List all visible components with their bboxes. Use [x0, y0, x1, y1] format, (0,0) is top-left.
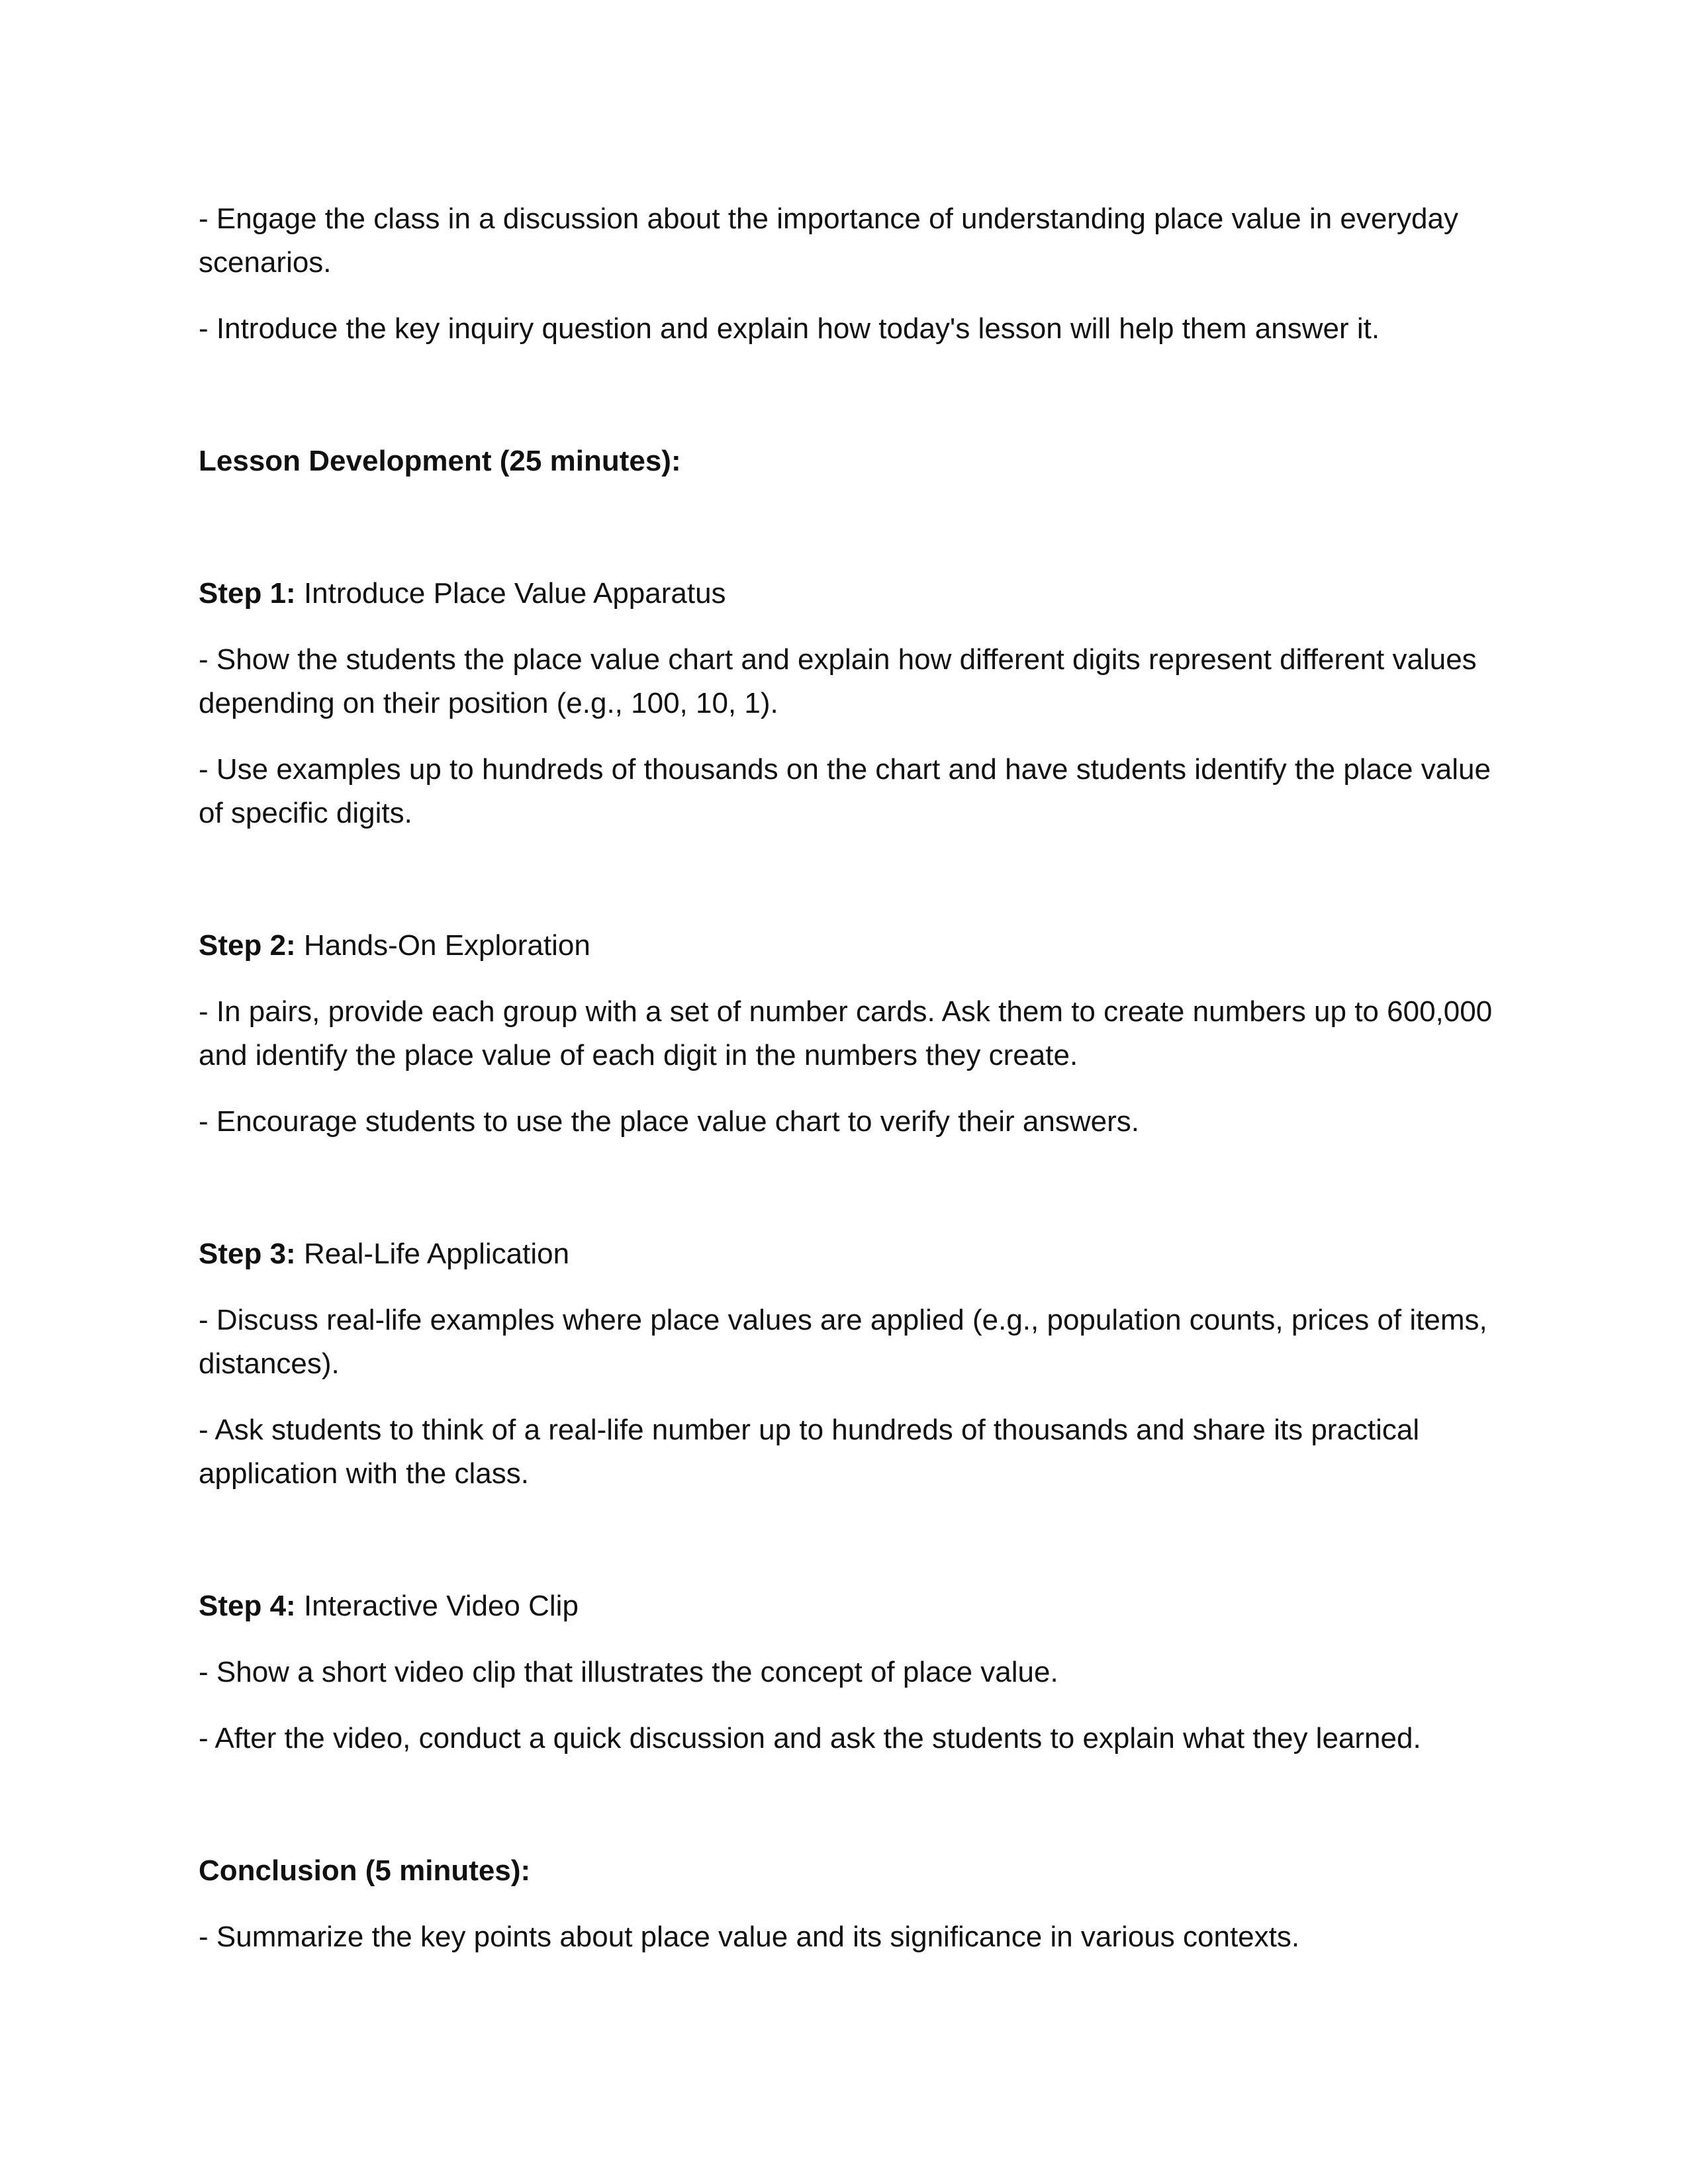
- step-label: Step 3:: [199, 1238, 296, 1270]
- step-2-bullet: - In pairs, provide each group with a set of number cards. Ask them to create numbers up to 600,000 and identify the place value of each digit in the numbers they create.: [199, 995, 1493, 1071]
- conclusion-heading: Conclusion (5 minutes):: [199, 1854, 531, 1887]
- spacer: [199, 506, 1496, 572]
- lesson-development-heading: Lesson Development (25 minutes):: [199, 445, 681, 477]
- step-title: Introduce Place Value Apparatus: [303, 577, 726, 610]
- step-1-bullet: - Use examples up to hundreds of thousands on the chart and have students identify the place value of specific digits.: [199, 753, 1491, 829]
- step-4-bullet: - Show a short video clip that illustrates the concept of place value.: [199, 1656, 1058, 1688]
- step-4-bullet: - After the video, conduct a quick discussion and ask the students to explain what they learned.: [199, 1722, 1421, 1754]
- step-2-title: [199, 924, 1496, 968]
- step-3-bullet: - Ask students to think of a real-life number up to hundreds of thousands and share its practical application with the class.: [199, 1414, 1420, 1490]
- step-1-bullet: - Show the students the place value chart and explain how different digits represent different values depending on their position (e.g., 100, 10, 1).: [199, 643, 1477, 719]
- spacer: [199, 1783, 1496, 1849]
- spacer: [199, 1166, 1496, 1232]
- conclusion-bullet: - Summarize the key points about place value and its significance in various contexts.: [199, 1921, 1300, 1953]
- step-2-bullet: - Encourage students to use the place value chart to verify their answers.: [199, 1105, 1139, 1138]
- spacer: [199, 373, 1496, 439]
- document-body: [199, 197, 1496, 1981]
- step-label: Step 4:: [199, 1590, 296, 1622]
- step-title: Hands-On Exploration: [303, 929, 590, 962]
- step-label: Step 2:: [199, 929, 296, 962]
- spacer: [199, 1518, 1496, 1584]
- intro-bullet: - Introduce the key inquiry question and explain how today's lesson will help them answer it.: [199, 312, 1380, 345]
- step-title: Real-Life Application: [303, 1238, 570, 1270]
- step-3-title: [199, 1232, 1496, 1276]
- step-title: Interactive Video Clip: [303, 1590, 579, 1622]
- intro-bullet: - Engage the class in a discussion about the importance of understanding place value in everyday scenarios.: [199, 203, 1458, 279]
- step-label: Step 1:: [199, 577, 296, 610]
- step-3-bullet: - Discuss real-life examples where place values are applied (e.g., population counts, prices of items, distances).: [199, 1304, 1487, 1380]
- step-4-title: [199, 1584, 1496, 1628]
- step-1-title: [199, 572, 1496, 615]
- spacer: [199, 858, 1496, 924]
